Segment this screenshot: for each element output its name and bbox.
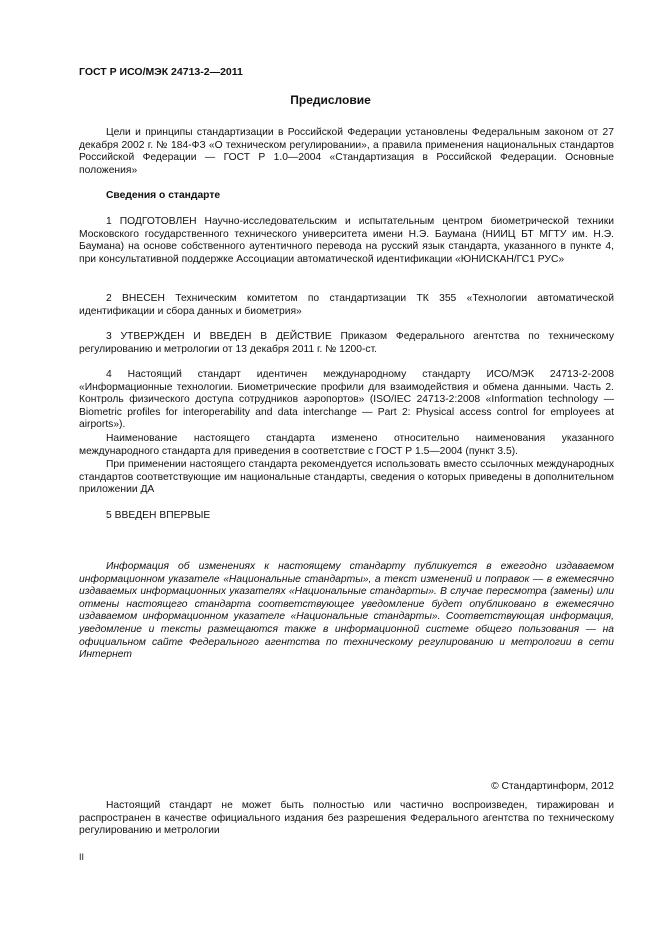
item-5-paragraph: 5 ВВЕДЕН ВПЕРВЫЕ (106, 510, 211, 521)
item-4-references-note: При применении настоящего стандарта рекомендуется использовать вместо ссылочных международных стандартов соответствующие им национальные стандарты, сведения о которых приведены в дополнительном приложении ДА (79, 459, 614, 496)
document-code-header: ГОСТ Р ИСО/МЭК 24713-2—2011 (79, 66, 243, 78)
changes-notice: Информация об изменениях к настоящему стандарту публикуется в ежегодно издаваемом информационном указателе «Национальные стандарты», а текст изменений и поправок — в ежемесячно издаваемых информационных указателях «Национальные стандарты». В случае пересмотра (замены) или отмены настоящего стандарта соответствующее уведомление будет опубликовано в ежемесячно издаваемом информационном указателе «Национальные стандарты». Соответствующая информация, уведомление и тексты размещаются также в информационной системе общего пользования — на официальном сайте Федерального агентства по техническому регулированию и метрологии в сети Интернет (79, 561, 614, 661)
item-4-paragraph: 4 Настоящий стандарт идентичен международному стандарту ИСО/МЭК 24713-2-2008 «Информационные технологии. Биометрические профили для взаимодействия и обмена данными. Часть 2. Контроль физического доступа сотрудников аэропортов» (ISO/IEC 24713-2:2008 «Information technology — Biometric profiles for interoperability and data interchange — Part 2: Physical access control for employees at airports»). (79, 369, 614, 431)
item-4-name-note: Наименование настоящего стандарта изменено относительно наименования указанного международного стандарта для приведения в соответствие с ГОСТ Р 1.5—2004 (пункт 3.5). (79, 433, 614, 457)
item-1-paragraph: 1 ПОДГОТОВЛЕН Научно-исследовательским и испытательным центром биометрической техники Московского государственного технического университета имени Н.Э. Баумана (НИИЦ БТ МГТУ им. Н.Э. Баумана) на основе собственного аутентичного перевода на русский язык стандарта, указанного в пункте 4, при консультативной поддержке Ассоциации автоматической идентификации «ЮНИСКАН/ГС1 РУС» (79, 216, 614, 265)
item-3-paragraph: 3 УТВЕРЖДЕН И ВВЕДЕН В ДЕЙСТВИЕ Приказом Федерального агентства по техническому регулированию и метрологии от 13 декабря 2011 г. № 1200-ст. (79, 331, 614, 355)
rights-paragraph: Настоящий стандарт не может быть полностью или частично воспроизведен, тиражирован и распространен в качестве официального издания без разрешения Федерального агентства по техническому регулированию и метрологии (79, 800, 614, 837)
item-2-paragraph: 2 ВНЕСЕН Техническим комитетом по стандартизации ТК 355 «Технологии автоматической идентификации и сбора данных и биометрия» (79, 293, 614, 317)
copyright-line: © Стандартинформ, 2012 (491, 781, 614, 792)
page-number: II (79, 852, 85, 862)
intro-paragraph: Цели и принципы стандартизации в Российской Федерации установлены Федеральным законом от 27 декабря 2002 г. № 184-ФЗ «О техническом регулировании», а правила применения национальных стандартов Российской Федерации — ГОСТ Р 1.0—2004 «Стандартизация в Российской Федерации. Основные положения» (79, 127, 614, 176)
page-title: Предисловие (290, 93, 371, 107)
info-heading: Сведения о стандарте (106, 190, 221, 201)
